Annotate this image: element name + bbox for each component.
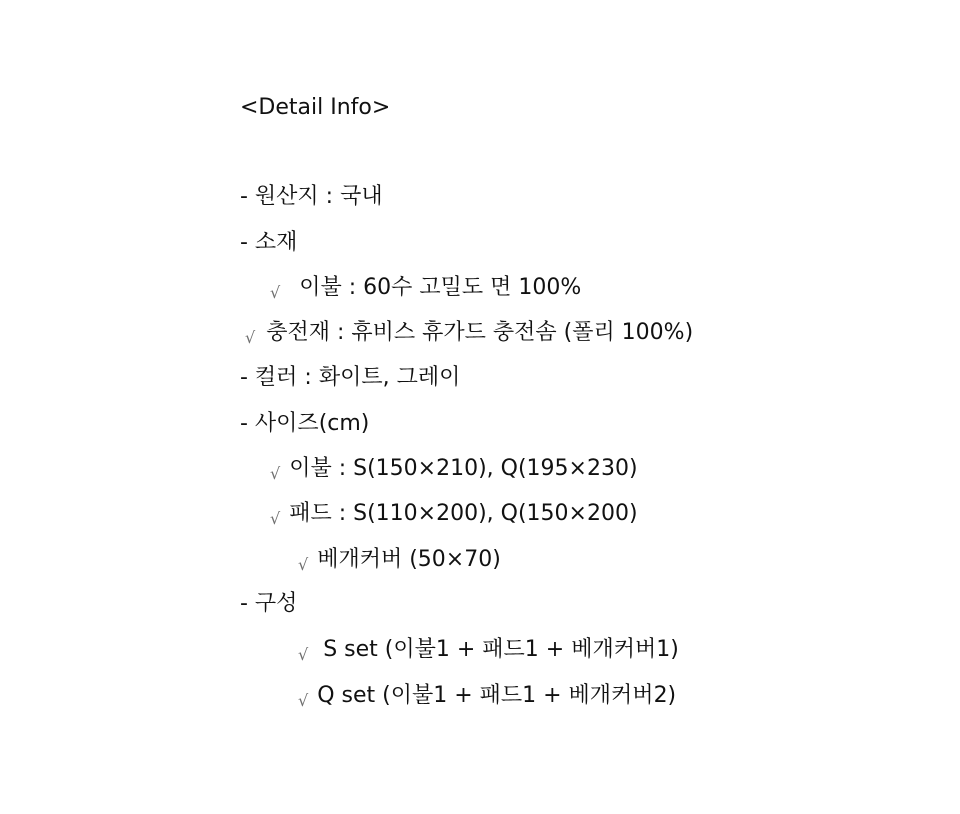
sub-item-filling: [245, 319, 693, 352]
sub-item-q-set: [298, 682, 676, 715]
sub-item-s-set: [298, 636, 679, 669]
sub-item-text: 베개커버 (50×70): [317, 547, 501, 572]
check-mark-icon: √: [298, 555, 309, 574]
sub-item-text: 충전재 : 휴비스 휴가드 충전솜 (폴리 100%): [266, 320, 694, 345]
sub-item-pad-size: [270, 500, 638, 533]
check-mark-icon: √: [245, 328, 256, 347]
list-item-material: - 소재: [240, 230, 298, 255]
sub-item-blanket-material: [270, 274, 581, 307]
list-item-composition: - 구성: [240, 591, 298, 616]
sub-item-blanket-size: [270, 455, 638, 488]
check-mark-icon: √: [270, 464, 281, 483]
check-mark-icon: √: [270, 509, 281, 528]
detail-info-title: <Detail Info>: [240, 95, 391, 120]
sub-item-text: S set (이불1 + 패드1 + 베개커버1): [323, 637, 679, 662]
sub-item-text: 이불 : S(150×210), Q(195×230): [289, 456, 638, 481]
list-item-color: - 컬러 : 화이트, 그레이: [240, 365, 461, 390]
sub-item-pillowcase-size: [298, 546, 501, 579]
list-item-size: - 사이즈(cm): [240, 411, 370, 436]
check-mark-icon: √: [298, 691, 309, 710]
sub-item-text: 패드 : S(110×200), Q(150×200): [289, 501, 638, 526]
check-mark-icon: √: [270, 283, 281, 302]
sub-item-text: Q set (이불1 + 패드1 + 베개커버2): [317, 683, 677, 708]
list-item-origin: - 원산지 : 국내: [240, 184, 383, 209]
sub-item-text: 이불 : 60수 고밀도 면 100%: [299, 275, 582, 300]
check-mark-icon: √: [298, 645, 309, 664]
